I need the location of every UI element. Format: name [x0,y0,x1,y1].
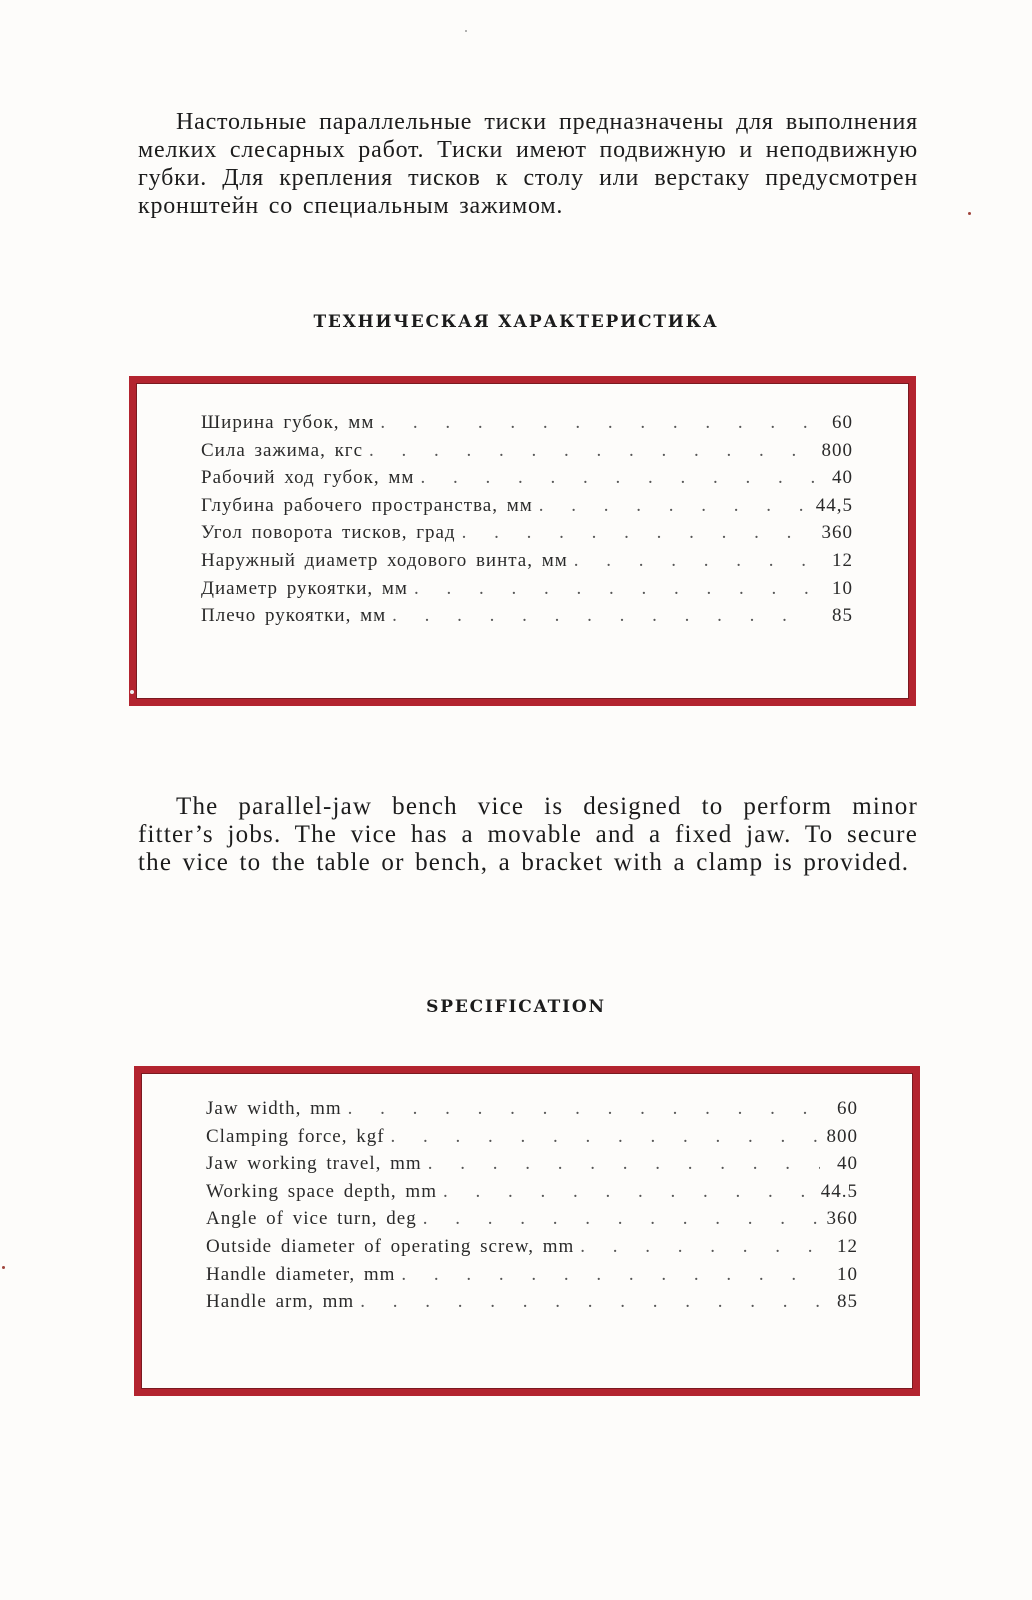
spec-value: 800 [821,439,853,461]
spec-value: 800 [826,1125,858,1147]
spec-value: 40 [837,1153,858,1175]
spec-value: 60 [832,412,853,433]
spec-label: Наружный диаметр ходового винта, мм [201,549,568,571]
spec-row [201,495,853,523]
paper-speck [130,690,134,694]
dot-leader [414,578,815,600]
dot-leader [369,440,815,462]
spec-row [206,1098,858,1126]
dot-leader [462,522,815,544]
spec-row [201,605,853,633]
dot-leader [443,1181,815,1203]
russian-spec-list [201,412,853,633]
spec-row [206,1126,858,1154]
spec-row [201,578,853,606]
spec-value: 12 [837,1235,858,1257]
spec-value: 60 [837,1098,858,1119]
spec-label: Угол поворота тисков, град [201,522,456,544]
spec-label: Jaw width, mm [206,1098,342,1119]
dot-leader [580,1236,820,1258]
spec-row [201,522,853,550]
spec-row [206,1264,858,1292]
russian-spec-box [129,376,916,706]
spec-label: Clamping force, kgf [206,1125,385,1147]
spec-value: 10 [832,577,853,599]
spec-value: 40 [832,467,853,489]
spec-value: 85 [832,605,853,627]
dot-leader [428,1153,820,1175]
spec-label: Handle diameter, mm [206,1263,396,1285]
spec-label: Handle arm, mm [206,1291,355,1313]
english-spec-box [134,1066,920,1396]
dot-leader [539,495,810,517]
spec-label: Ширина губок, мм [201,412,375,433]
spec-label: Jaw working travel, mm [206,1153,422,1175]
spec-value: 12 [832,549,853,571]
spec-label: Плечо рукоятки, мм [201,605,387,627]
spec-row [206,1291,858,1319]
spec-value: 10 [837,1263,858,1285]
paper-speck [968,212,971,215]
dot-leader [392,605,815,627]
spec-row [201,440,853,468]
spec-label: Сила зажима, кгс [201,439,364,461]
dot-leader [574,550,815,572]
spec-value: 44,5 [815,494,853,516]
dot-leader [401,1264,820,1286]
dot-leader [380,412,815,434]
spec-row [201,467,853,495]
paper-speck [465,30,467,32]
spec-label: Рабочий ход губок, мм [201,467,415,489]
spec-label: Outside diameter of operating screw, mm [206,1235,575,1257]
spec-value: 85 [837,1291,858,1313]
russian-description: Настольные параллельные тиски предназначены для выполнения мелких слесарных работ. Тиски имеют подвижную и неподвижную губки. Для крепления тисков к столу или верстаку предусмотрен кронштейн со специальным зажимом. [138,109,918,219]
spec-label: Working space depth, mm [206,1180,437,1202]
spec-value: 360 [826,1208,858,1230]
english-description: The parallel-jaw bench vice is designed to perform minor fitter’s jobs. The vice has a movable and a fixed jaw. To secure the vice to the table or bench, a bracket with a clamp is provided. [138,793,918,876]
spec-label: Angle of vice turn, deg [206,1208,417,1230]
spec-label: Диаметр рукоятки, мм [201,577,408,599]
dot-leader [391,1126,820,1148]
spec-row [206,1236,858,1264]
russian-spec-heading: ТЕХНИЧЕСКАЯ ХАРАКТЕРИСТИКА [313,312,719,332]
dot-leader [348,1098,820,1120]
english-spec-list [206,1098,858,1319]
dot-leader [360,1291,820,1313]
spec-value: 360 [821,522,853,544]
spec-value: 44.5 [820,1180,858,1202]
spec-row [201,412,853,440]
spec-row [206,1153,858,1181]
dot-leader [423,1208,820,1230]
english-spec-heading: SPECIFICATION [426,997,606,1017]
paper-speck [2,1266,5,1269]
spec-row [201,550,853,578]
dot-leader [420,467,815,489]
spec-row [206,1181,858,1209]
spec-label: Глубина рабочего пространства, мм [201,494,533,516]
spec-row [206,1208,858,1236]
